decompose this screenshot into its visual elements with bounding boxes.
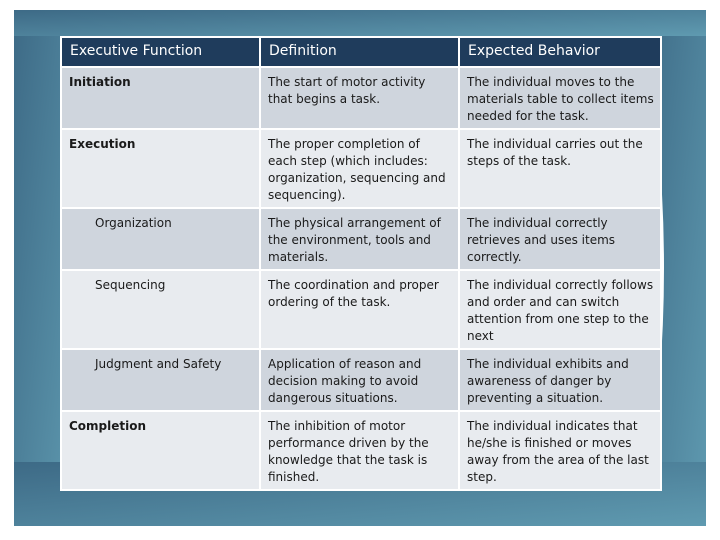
definition-cell: The proper completion of each step (which includes: organization, sequencing and sequencing). xyxy=(260,129,459,208)
executive-function-table xyxy=(60,36,662,491)
table-row xyxy=(61,129,661,208)
table-row xyxy=(61,411,661,490)
definition-cell: Application of reason and decision making to avoid dangerous situations. xyxy=(260,349,459,411)
top-backdrop-band xyxy=(14,10,706,36)
table-header-row xyxy=(61,37,661,67)
function-cell: Judgment and Safety xyxy=(61,349,260,411)
behavior-cell: The individual correctly retrieves and uses items correctly. xyxy=(459,208,661,270)
header-definition: Definition xyxy=(260,37,459,67)
definition-cell: The coordination and proper ordering of the task. xyxy=(260,270,459,349)
table-row xyxy=(61,270,661,349)
header-expected-behavior: Expected Behavior xyxy=(459,37,661,67)
table-row xyxy=(61,67,661,129)
function-cell: Completion xyxy=(61,411,260,490)
function-cell: Initiation xyxy=(61,67,260,129)
definition-cell: The start of motor activity that begins a task. xyxy=(260,67,459,129)
behavior-cell: The individual correctly follows and order and can switch attention from one step to the next xyxy=(459,270,661,349)
behavior-cell: The individual exhibits and awareness of danger by preventing a situation. xyxy=(459,349,661,411)
table-row xyxy=(61,349,661,411)
behavior-cell: The individual indicates that he/she is finished or moves away from the area of the last step. xyxy=(459,411,661,490)
behavior-cell: The individual carries out the steps of the task. xyxy=(459,129,661,208)
behavior-cell: The individual moves to the materials table to collect items needed for the task. xyxy=(459,67,661,129)
definition-cell: The physical arrangement of the environment, tools and materials. xyxy=(260,208,459,270)
function-cell: Organization xyxy=(61,208,260,270)
table-row xyxy=(61,208,661,270)
function-cell: Execution xyxy=(61,129,260,208)
header-executive-function: Executive Function xyxy=(61,37,260,67)
definition-cell: The inhibition of motor performance driven by the knowledge that the task is finished. xyxy=(260,411,459,490)
executive-function-table-container xyxy=(60,36,660,491)
function-cell: Sequencing xyxy=(61,270,260,349)
